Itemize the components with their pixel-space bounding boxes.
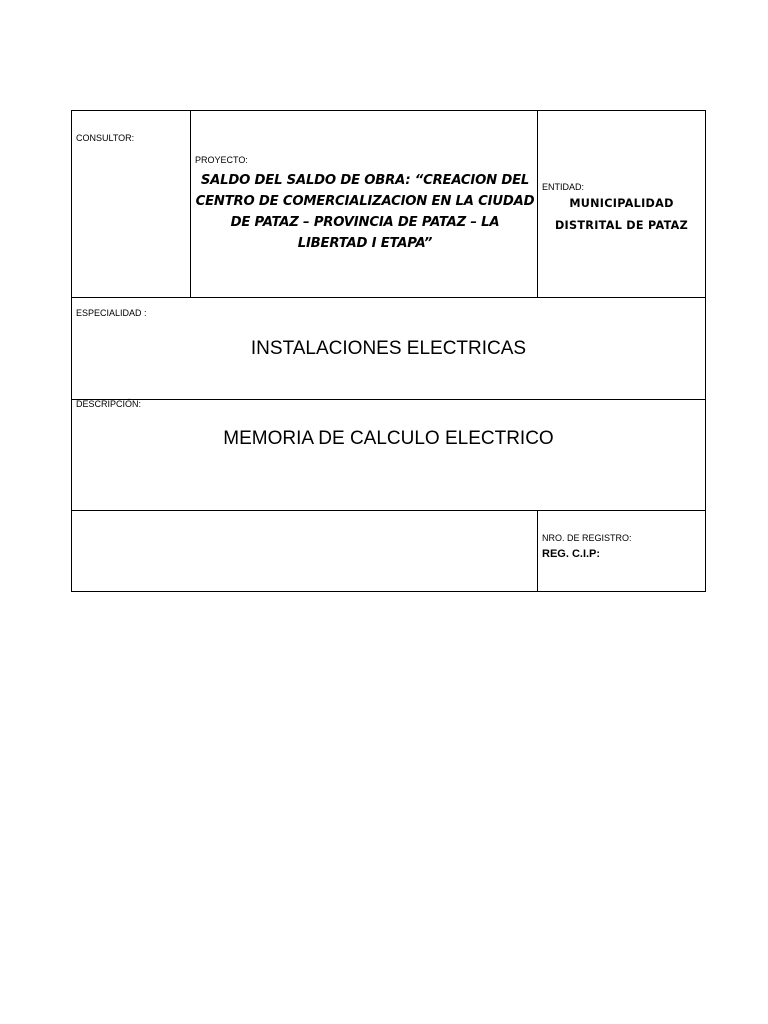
proyecto-cell	[191, 111, 538, 297]
entity-name-line2: DISTRITAL DE PATAZ	[554, 219, 689, 232]
title-block	[71, 110, 706, 592]
entity-name-line1: MUNICIPALIDAD	[569, 197, 674, 210]
entidad-label: ENTIDAD:	[542, 182, 585, 192]
blank-cell	[72, 511, 538, 592]
entidad-cell	[538, 111, 705, 297]
especialidad-label: ESPECIALIDAD :	[76, 308, 147, 318]
registro-cell	[538, 511, 705, 592]
reg-cip-label: REG. C.I.P:	[542, 548, 601, 560]
descripcion-label: DESCRIPCIÓN:	[76, 399, 142, 409]
registro-row	[72, 511, 705, 592]
header-row	[72, 111, 705, 298]
descripcion-value: MEMORIA DE CALCULO ELECTRICO	[223, 428, 554, 449]
project-title: SALDO DEL SALDO DE OBRA: “CREACION DEL CENTRO DE COMERCIALIZACION EN LA CIUDAD DE PATAZ – PROVINCIA DE PATAZ – LA LIBERTAD I ETAPA”	[195, 173, 535, 251]
especialidad-row	[72, 298, 705, 400]
descripcion-row	[72, 400, 705, 511]
consultor-label: CONSULTOR:	[76, 133, 135, 143]
consultor-cell	[72, 111, 191, 297]
proyecto-label: PROYECTO:	[195, 155, 248, 165]
especialidad-value: INSTALACIONES ELECTRICAS	[250, 338, 527, 359]
registro-label: NRO. DE REGISTRO:	[542, 533, 632, 543]
